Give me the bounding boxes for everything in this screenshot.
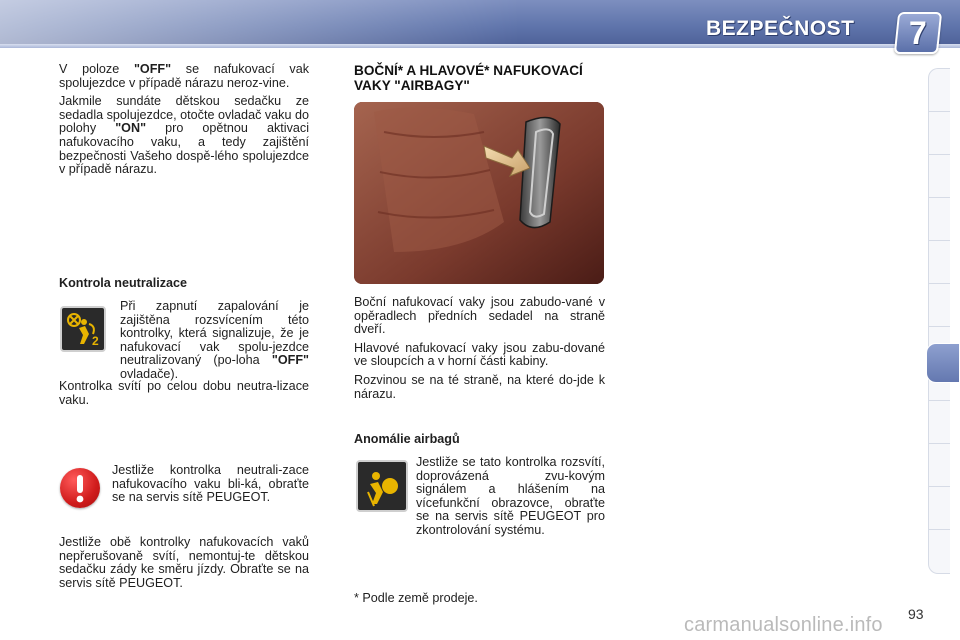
tab-divider [928,283,950,284]
chapter-tab-strip [928,68,950,574]
airbag-description [354,296,605,406]
chapter-title: BEZPEČNOST [706,17,855,40]
warning-text [112,464,309,510]
head-airbag-paragraph: Hlavové nafukovací vaky jsou zabu-dované ve sloupcích a v horní části kabiny. [354,340,605,369]
watermark: carmanualsonline.info [684,614,883,636]
anomalie-paragraph: Jestliže se tato kontrolka rozsvítí, doprovázená zvu-kovým signálem a hlášením na vícefunkční obrazovce, obraťte se na servis sítě PEUGEOT pro zkontrolování systému. [416,455,605,537]
intro-paragraph-1 [59,63,309,90]
side-airbag-paragraph: Boční nafukovací vaky jsou zabudo-vané v opěradlech předních sedadel na straně dveří. [354,295,605,337]
tab-divider [928,154,950,155]
bold-text: "ON" [115,121,147,136]
text-run: Jakmile sundáte dětskou sedačku ze sedadla spolujezdce, otočte ovladač vaku do polohy [59,94,309,136]
text-run: Při zapnutí zapalování je zajištěna rozsvícením této kontrolky, která signalizuje, že je nafukovací vak spolu-jezdce neutralizovaný (po-loha [120,299,309,368]
exclamation-icon [60,468,100,508]
text-run: se nafukovací vak spolujezdce v případě nárazu neroz-vine. [59,62,309,90]
tab-divider [928,443,950,444]
deploy-paragraph: Rozvinou se na té straně, na které do-jde k nárazu. [354,372,605,401]
svg-text:2: 2 [92,334,99,348]
tab-divider [928,400,950,401]
warning-exclamation-icon [60,468,100,508]
final-paragraph: Jestliže obě kontrolky nafukovacích vaků nepřerušovaně svítí, nemontuj-te dětskou sedačku zády ke směru jízdy. Obraťte se na servis sítě PEUGEOT. [59,535,309,590]
seat-illustration [354,102,604,284]
tab-divider [928,529,950,530]
tab-divider [928,111,950,112]
kontrola-note [59,380,309,412]
tab-divider [928,326,950,327]
chapter-badge[interactable] [894,12,942,54]
warning-paragraph: Jestliže kontrolka neutrali-zace nafukovacího vaku bli-ká, obraťte se na servis sítě PEUGEOT. [112,463,309,505]
passenger-airbag-off-icon [60,306,106,352]
section-title: BOČNÍ* A HLAVOVÉ* NAFUKOVACÍ VAKY "AIRBAGY" [354,63,583,93]
bold-text: "OFF" [133,62,172,76]
final-text [59,536,309,595]
chapter-number: 7 [909,15,927,51]
text-run: V poloze [59,62,134,76]
kontrola-text [120,300,309,387]
tab-divider [928,197,950,198]
page-number: 93 [908,606,924,622]
chapter-tab-active[interactable] [926,343,960,383]
text-run: ovladače). [120,366,179,381]
kontrola-note-text: Kontrolka svítí po celou dobu neutra-lizace vaku. [59,379,309,407]
text-run: pro opětnou aktivaci nafukovacího vaku, a tedy zajištění bezpečnosti Vašeho dospě-lého spolujezdce v případě nárazu. [59,121,309,177]
kontrola-paragraph [120,300,309,382]
anomalie-heading: Anomálie airbagů [354,432,460,446]
airbag-warning-icon [358,462,406,510]
seat-airbag-photo [354,102,604,284]
tab-divider [928,240,950,241]
intro-text [59,63,309,182]
intro-paragraph-2 [59,95,309,177]
footnote-text: * Podle země prodeje. [354,591,478,605]
kontrola-heading: Kontrola neutralizace [59,276,188,290]
anomalie-text-wrap [416,456,605,543]
tab-divider [928,486,950,487]
footnote [354,592,605,611]
airbag-off-icon [62,308,104,350]
bold-text: "OFF" [271,353,309,368]
header-fade [0,0,520,48]
airbag-fault-icon [356,460,408,512]
header-divider [0,44,960,48]
